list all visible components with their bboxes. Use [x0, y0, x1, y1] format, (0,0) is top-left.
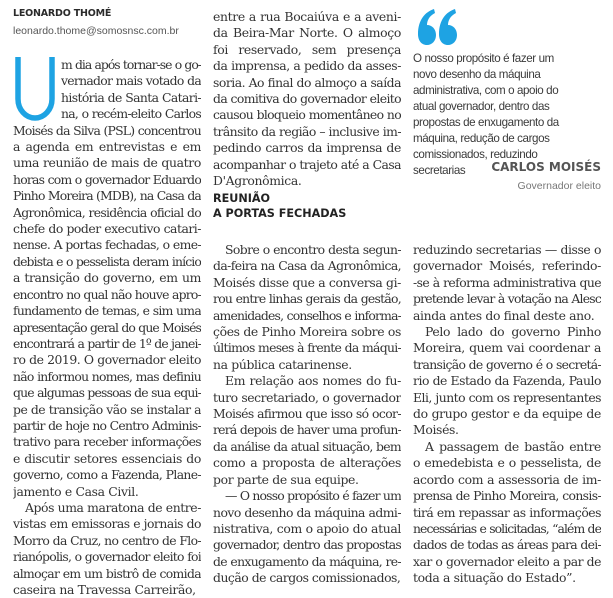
text-line: da Beira-Mar Norte. O almoço — [213, 25, 401, 41]
text-line: ro de 2019. O governador eleito — [13, 352, 201, 368]
paragraph — [413, 324, 601, 439]
text-line: acompanhar o trajeto até a Casa — [213, 156, 401, 172]
text-line: uma reunião de mais de quatro — [13, 155, 201, 171]
text-line: rou entre linhas gerais da gestão, — [213, 291, 401, 307]
text-line: prensa de Pinho Moreira, consis- — [413, 488, 601, 504]
quote-line: comissionados, reduzindo — [413, 148, 538, 161]
text-line: jamento e Casa Civil. — [13, 483, 139, 499]
text-line: Sobre o encontro desta segun- — [225, 242, 401, 257]
text-line: não informou nomes, mas definiu — [13, 368, 201, 384]
quote-line: novo desenho da máquina — [413, 68, 541, 81]
text-line: por parte de sua equipe. — [213, 471, 359, 487]
text-line: da-feira na Casa da Agronômica, — [213, 258, 401, 274]
text-line: encontro no qual não houve apro- — [13, 286, 201, 302]
text-line: ções de Pinho Moreira sobre os — [213, 324, 401, 340]
text-line: Pelo lado do governo Pinho — [425, 324, 601, 340]
drop-cap-u-icon — [13, 57, 57, 123]
text-line: encontrará a partir de 1º de janei- — [13, 335, 201, 351]
text-line: da análise da atual situação, bem — [213, 438, 401, 454]
text-line: pedindo carros da imprensa de — [213, 140, 401, 156]
quote-line: O nosso propósito é fazer um — [413, 52, 554, 65]
quote-line: atual governador, dentro das — [413, 100, 550, 113]
text-line: rio de Estado da Fazenda, Paulo — [413, 373, 601, 389]
text-line: amenidades, conselhos e informa- — [213, 307, 401, 323]
text-line: -se à reforma administrativa que — [413, 274, 601, 290]
quote-mark-icon — [416, 8, 458, 46]
text-line: Pinho Moreira (MDB), na Casa da — [13, 188, 201, 204]
author-email: leonardo.thome@somosnsc.com.br — [13, 25, 179, 37]
text-line: causou bloqueio momentâneo no — [213, 107, 401, 123]
text-line: Morro da Cruz, no centro de Flo- — [13, 532, 201, 548]
paragraph — [13, 500, 201, 598]
text-line: Moisés disse que a conversa gi- — [213, 274, 401, 290]
text-line: história de Santa Catari- — [61, 89, 201, 105]
text-line: apresentação geral do que Moisés — [13, 319, 201, 335]
text-line: Moisés. — [413, 422, 459, 438]
text-line: xar o governador eleito a par de — [413, 553, 601, 569]
text-line: dados de todas as áreas para dei- — [413, 537, 601, 553]
text-line: últimos meses à frente da máqui- — [213, 340, 401, 356]
paragraph — [13, 57, 201, 500]
paragraph — [213, 9, 401, 189]
text-line: governador Moisés, referindo- — [413, 258, 601, 274]
text-line: debista e o pesselista deram início — [13, 253, 201, 269]
text-line: pe de transição vão se instalar a — [13, 401, 201, 417]
text-line: governo, como a Fazenda, Plane- — [13, 467, 201, 483]
text-line: Agronômica, residência oficial do — [13, 204, 201, 220]
text-line: partir de hoje no Centro Adminis- — [13, 417, 201, 433]
article-body-col2-bottom — [213, 242, 401, 587]
text-line: — O nosso propósito é fazer um — [225, 488, 401, 504]
text-line: a agenda em entrevistas e em — [13, 139, 201, 155]
quote-line: propostas de enxugamento da — [413, 116, 559, 129]
text-line: da imprensa, a pedido da asses- — [213, 58, 401, 74]
text-line: pretende levar à votação na Alesc — [413, 291, 601, 307]
text-line: vistas em emissoras e jornais do — [13, 516, 201, 532]
text-line: fundamento de temas, e sim uma — [13, 303, 201, 319]
text-line: acordo com a assessoria de im- — [413, 471, 601, 487]
text-line: foi reservado, sem presença — [213, 41, 401, 57]
text-line: dução de cargos comissionados, — [213, 570, 401, 586]
text-line: tirá em repassar as informações — [413, 504, 601, 520]
subheading-line: REUNIÃO — [213, 192, 271, 205]
text-line: ainda antes do final deste ano. — [413, 307, 595, 323]
text-line: da comitiva do governador eleito — [213, 91, 401, 107]
text-line: trativo para receber informações — [13, 434, 201, 450]
text-line: que algumas pessoas de sua equi- — [13, 385, 201, 401]
quote-line: máquina, redução de cargos — [413, 132, 550, 145]
text-line: Após uma maratona de entre- — [25, 499, 201, 515]
text-line: como a proposta de alterações — [213, 455, 401, 471]
text-line: rianópolis, o governador eleito foi — [13, 549, 201, 565]
text-line: o emedebista e o pesselista, de — [413, 455, 601, 471]
text-line: a transição do governo, em um — [13, 270, 201, 286]
text-line: novo desenho da máquina admi- — [213, 504, 401, 520]
paragraph — [413, 439, 601, 587]
subheading-line: A PORTAS FECHADAS — [213, 206, 347, 220]
text-line: na pública catarinense. — [213, 356, 352, 372]
text-line: Moisés afirmou que isso só ocor- — [213, 406, 401, 422]
text-line: m dia após tornar-se o go- — [61, 57, 201, 72]
article-body-col2-top — [213, 9, 401, 189]
text-line: nense. A portas fechadas, o eme- — [13, 237, 201, 253]
text-line: nistrativa, com o apoio do atual — [213, 520, 401, 536]
quote-line: secretarias — [413, 164, 466, 177]
text-line: de enxugamento da máquina, re- — [213, 553, 401, 569]
text-line: Moreira, quem vai coordenar a — [413, 340, 601, 356]
text-line: chefe do poder executivo catari- — [13, 221, 201, 237]
text-line: A passagem de bastão entre — [425, 438, 601, 454]
text-line: toda a situação do Estado”. — [413, 570, 576, 586]
text-line: necessárias e solicitadas, “além de — [413, 520, 601, 536]
text-line: Em relação aos nomes do fu- — [225, 373, 401, 389]
text-line: caseira na Travessa Carreirão, — [13, 582, 196, 597]
text-line: D'Agronômica. — [213, 173, 302, 189]
text-line: do grupo gestor e da equipe de — [413, 406, 601, 422]
pull-quote-author: CARLOS MOISÉS — [491, 160, 601, 174]
text-line: e discutir setores essenciais do — [13, 450, 201, 466]
text-line: entre a rua Bocaiúva e a aveni- — [213, 9, 401, 24]
text-line: Eli, junto com os representantes — [413, 389, 601, 405]
author-name: LEONARDO THOMÉ — [13, 8, 112, 19]
text-line: trânsito da região – inclusive im- — [213, 123, 401, 139]
text-line: Moisés da Silva (PSL) concentrou — [13, 122, 201, 138]
quote-line: administrativa, com o apoio do — [413, 84, 559, 97]
text-line: horas com o governador Eduardo — [13, 171, 201, 187]
text-line: governador, dentro das propostas — [213, 537, 401, 553]
text-line: soria. Ao final do almoço a saída — [213, 74, 401, 90]
paragraph — [213, 242, 401, 373]
text-line: vernador mais votado da — [61, 73, 201, 89]
paragraph — [213, 488, 401, 586]
text-line: almoçar em um bistrô de comida — [13, 565, 201, 581]
article-body-col1 — [13, 57, 201, 598]
paragraph — [413, 242, 601, 324]
text-line: na, o recém-eleito Carlos — [61, 106, 201, 122]
text-line: reduzindo secretarias — disse o — [413, 242, 601, 257]
section-subheading — [213, 192, 346, 221]
text-line: rerá depois de haver uma profun- — [213, 422, 401, 438]
text-line: transição de governo é o secretá- — [413, 356, 601, 372]
paragraph — [213, 373, 401, 488]
text-line: turo secretariado, o governador — [213, 389, 401, 405]
pull-quote-role: Governador eleito — [517, 180, 601, 192]
article-body-col3 — [413, 242, 601, 587]
